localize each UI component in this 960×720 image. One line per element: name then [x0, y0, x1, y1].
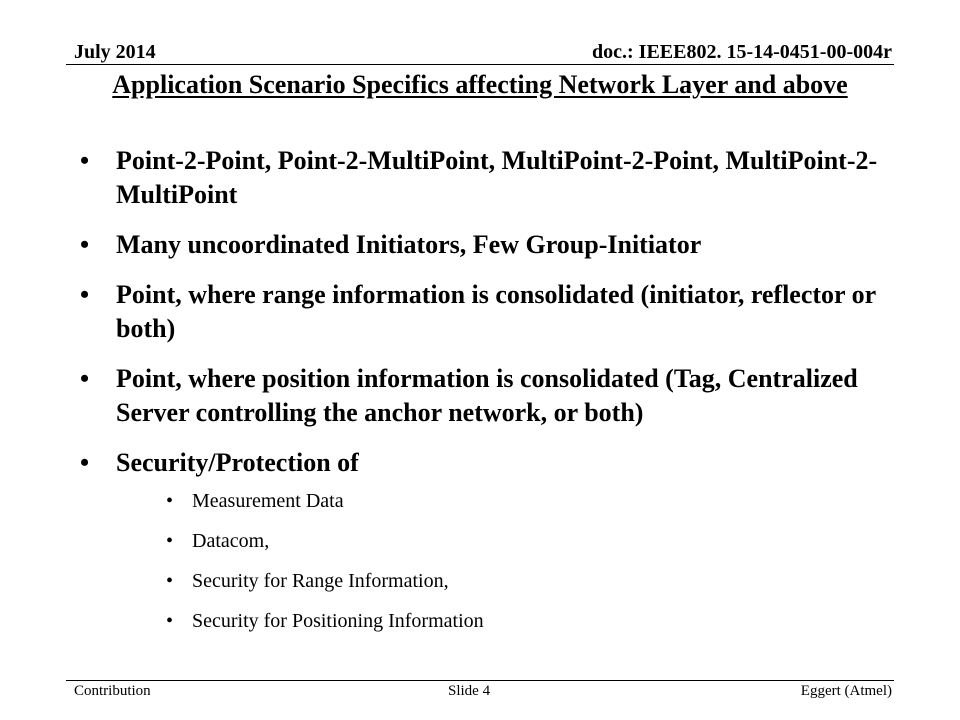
bullet-text: Point, where range information is consolidated (initiator, reflector or both) [116, 280, 876, 343]
sub-bullet-dot-icon: • [166, 490, 174, 512]
footer-divider [66, 680, 894, 681]
footer-author: Eggert (Atmel) [800, 683, 892, 699]
sub-bullet-dot-icon: • [166, 530, 174, 552]
bullet-item [80, 278, 880, 346]
bullet-dot-icon: • [80, 146, 90, 175]
sub-bullet-item [166, 488, 880, 514]
sub-bullet-item [166, 568, 880, 594]
sub-bullet-text: Security for Positioning Information [192, 610, 484, 632]
sub-bullet-item [166, 608, 880, 634]
bullet-item [80, 446, 880, 634]
bullet-item [80, 362, 880, 430]
slide-title: Application Scenario Specifics affecting Network Layer and above [112, 70, 848, 99]
sub-bullet-text: Datacom, [192, 530, 270, 552]
footer-slide-number: Slide 4 [448, 683, 491, 699]
bullet-dot-icon: • [80, 448, 90, 477]
sub-bullet-item [166, 528, 880, 554]
bullet-dot-icon: • [80, 230, 90, 259]
sub-bullet-list [116, 488, 880, 634]
sub-bullet-dot-icon: • [166, 570, 174, 592]
bullet-list [80, 144, 880, 650]
sub-bullet-text: Measurement Data [192, 490, 344, 512]
bullet-dot-icon: • [80, 280, 90, 309]
header-doc-number: doc.: IEEE802. 15-14-0451-00-004r [592, 41, 892, 63]
bullet-text: Point-2-Point, Point-2-MultiPoint, MultiPoint-2-Point, MultiPoint-2-MultiPoint [116, 146, 878, 209]
footer-contribution: Contribution [74, 683, 151, 699]
bullet-text: Many uncoordinated Initiators, Few Group-Initiator [116, 230, 702, 259]
header-date: July 2014 [74, 41, 156, 63]
bullet-text: Security/Protection of [116, 448, 359, 477]
bullet-item [80, 144, 880, 212]
header-divider [66, 64, 894, 65]
bullet-text: Point, where position information is consolidated (Tag, Centralized Server controlling the anchor network, or both) [116, 364, 858, 427]
bullet-dot-icon: • [80, 364, 90, 393]
sub-bullet-dot-icon: • [166, 610, 174, 632]
bullet-item [80, 228, 880, 262]
sub-bullet-text: Security for Range Information, [192, 570, 449, 592]
